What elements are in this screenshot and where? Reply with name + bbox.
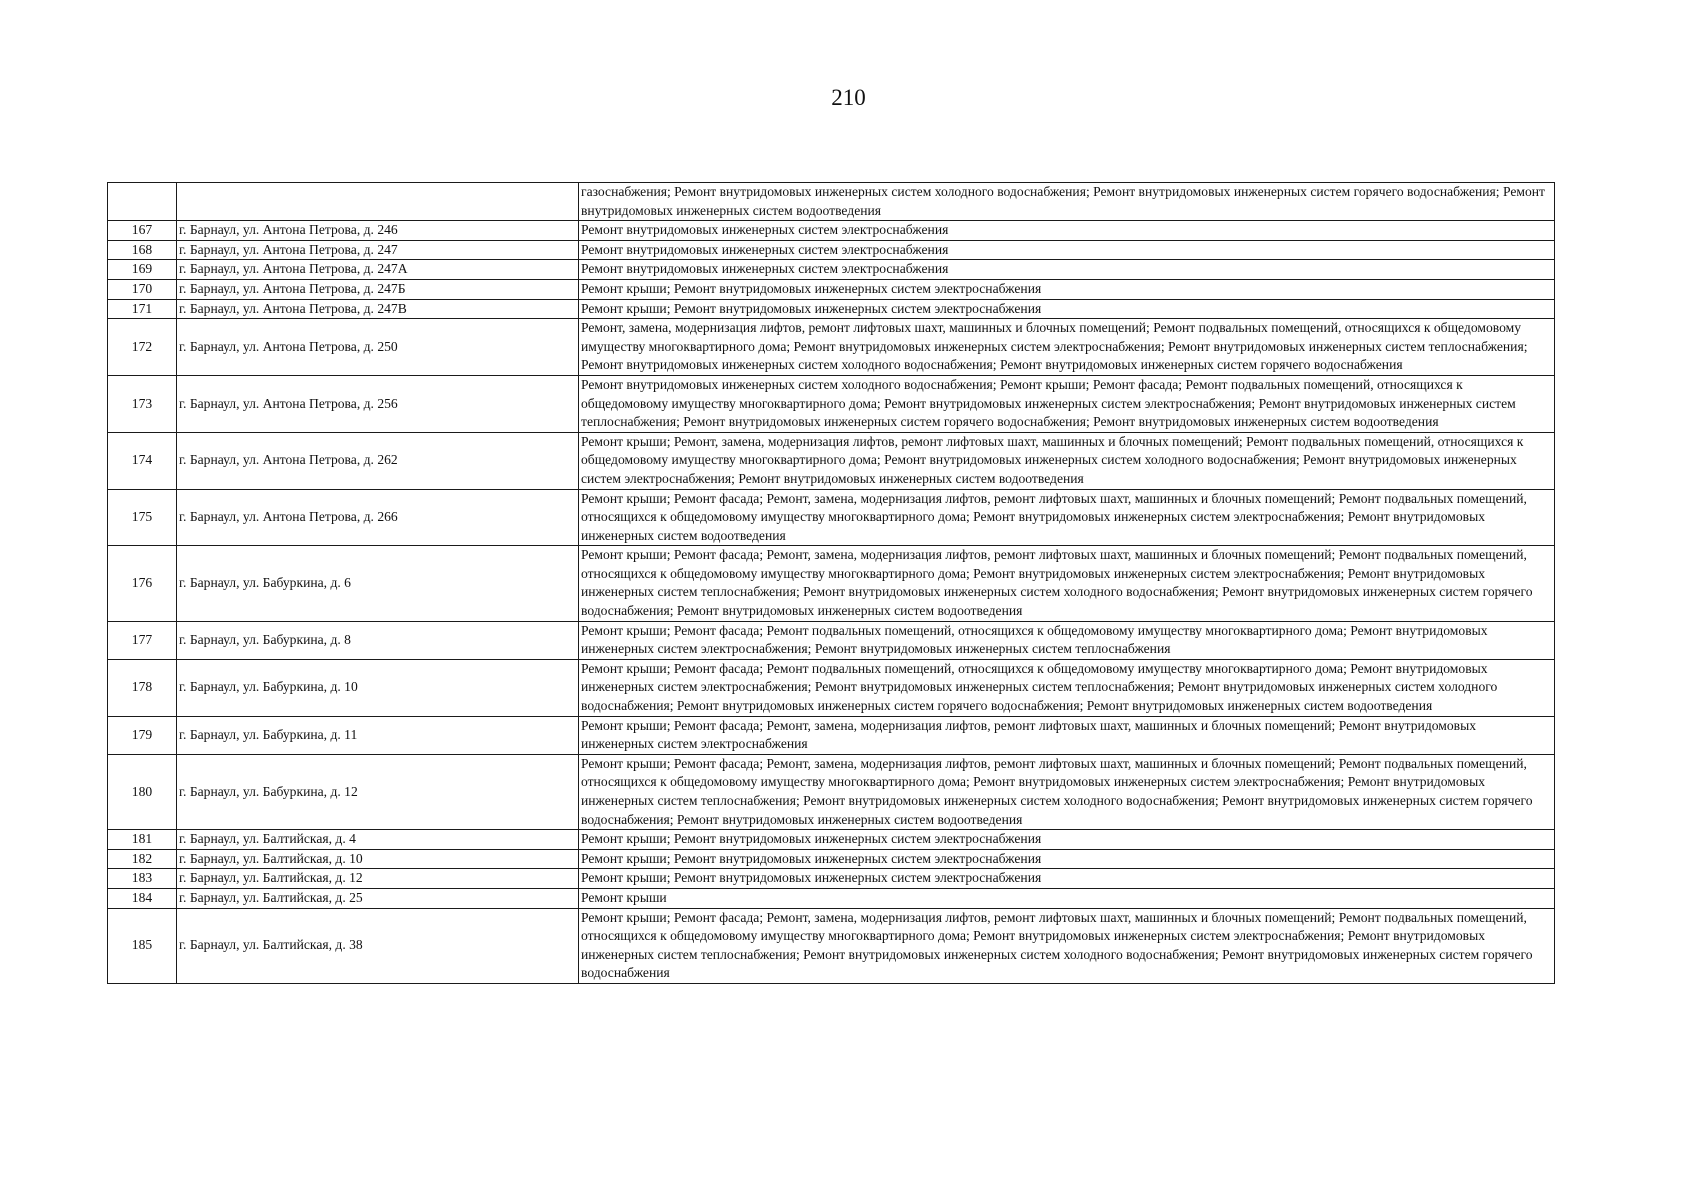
table-row — [108, 716, 1555, 754]
table-row — [108, 489, 1555, 546]
table-row — [108, 221, 1555, 241]
row-number: 169 — [108, 260, 177, 280]
row-works: Ремонт внутридомовых инженерных систем электроснабжения — [579, 221, 1555, 241]
row-number: 185 — [108, 908, 177, 983]
row-works: Ремонт крыши; Ремонт внутридомовых инженерных систем электроснабжения — [579, 299, 1555, 319]
row-works: Ремонт крыши; Ремонт внутридомовых инженерных систем электроснабжения — [579, 849, 1555, 869]
table-row — [108, 849, 1555, 869]
row-number: 180 — [108, 754, 177, 829]
row-number: 184 — [108, 888, 177, 908]
row-works: Ремонт внутридомовых инженерных систем электроснабжения — [579, 260, 1555, 280]
row-address: г. Барнаул, ул. Антона Петрова, д. 247Б — [177, 279, 579, 299]
repair-registry-table — [107, 182, 1555, 984]
row-number: 175 — [108, 489, 177, 546]
row-address: г. Барнаул, ул. Антона Петрова, д. 266 — [177, 489, 579, 546]
row-works: Ремонт, замена, модернизация лифтов, ремонт лифтовых шахт, машинных и блочных помещений; Ремонт подвальных помещений, относящихся к общедомовому имуществу многоквартирного дома; Ремонт внутридомовых инженерных систем электроснабжения; Ремонт внутридомовых инженерных систем теплоснабжения; Ремонт внутридомовых инженерных систем холодного водоснабжения; Ремонт внутридомовых инженерных систем горячего водоснабжения — [579, 319, 1555, 376]
row-number: 172 — [108, 319, 177, 376]
row-address: г. Барнаул, ул. Антона Петрова, д. 256 — [177, 375, 579, 432]
table-row — [108, 299, 1555, 319]
registry-body — [108, 183, 1555, 984]
row-number: 181 — [108, 830, 177, 850]
table-row — [108, 908, 1555, 983]
row-number: 182 — [108, 849, 177, 869]
table-row — [108, 830, 1555, 850]
row-number: 167 — [108, 221, 177, 241]
table-row — [108, 621, 1555, 659]
page-number: 210 — [831, 85, 866, 110]
row-address: г. Барнаул, ул. Бабуркина, д. 12 — [177, 754, 579, 829]
row-address: г. Барнаул, ул. Балтийская, д. 12 — [177, 869, 579, 889]
row-works: Ремонт крыши; Ремонт фасада; Ремонт, замена, модернизация лифтов, ремонт лифтовых шахт, машинных и блочных помещений; Ремонт внутридомовых инженерных систем электроснабжения — [579, 716, 1555, 754]
table-row — [108, 888, 1555, 908]
row-number: 173 — [108, 375, 177, 432]
row-address: г. Барнаул, ул. Балтийская, д. 25 — [177, 888, 579, 908]
table-row — [108, 754, 1555, 829]
row-number — [108, 183, 177, 221]
table-row — [108, 319, 1555, 376]
row-address: г. Барнаул, ул. Антона Петрова, д. 262 — [177, 432, 579, 489]
row-address: г. Барнаул, ул. Бабуркина, д. 11 — [177, 716, 579, 754]
row-number: 171 — [108, 299, 177, 319]
table-row — [108, 546, 1555, 621]
row-address: г. Барнаул, ул. Антона Петрова, д. 247В — [177, 299, 579, 319]
row-works: Ремонт внутридомовых инженерных систем холодного водоснабжения; Ремонт крыши; Ремонт фасада; Ремонт подвальных помещений, относящихся к общедомовому имуществу многоквартирного дома; Ремонт внутридомовых инженерных систем электроснабжения; Ремонт внутридомовых инженерных систем теплоснабжения; Ремонт внутридомовых инженерных систем горячего водоснабжения; Ремонт внутридомовых инженерных систем водоотведения — [579, 375, 1555, 432]
row-address: г. Барнаул, ул. Балтийская, д. 38 — [177, 908, 579, 983]
row-number: 168 — [108, 240, 177, 260]
row-works: Ремонт крыши; Ремонт внутридомовых инженерных систем электроснабжения — [579, 869, 1555, 889]
row-number: 176 — [108, 546, 177, 621]
row-works: газоснабжения; Ремонт внутридомовых инженерных систем холодного водоснабжения; Ремонт внутридомовых инженерных систем горячего водоснабжения; Ремонт внутридомовых инженерных систем водоотведения — [579, 183, 1555, 221]
row-number: 174 — [108, 432, 177, 489]
table-row — [108, 375, 1555, 432]
row-works: Ремонт крыши; Ремонт фасада; Ремонт, замена, модернизация лифтов, ремонт лифтовых шахт, машинных и блочных помещений; Ремонт подвальных помещений, относящихся к общедомовому имуществу многоквартирного дома; Ремонт внутридомовых инженерных систем электроснабжения; Ремонт внутридомовых инженерных систем теплоснабжения; Ремонт внутридомовых инженерных систем холодного водоснабжения; Ремонт внутридомовых инженерных систем горячего водоснабжения; Ремонт внутридомовых инженерных систем водоотведения — [579, 754, 1555, 829]
row-number: 177 — [108, 621, 177, 659]
row-address — [177, 183, 579, 221]
row-address: г. Барнаул, ул. Балтийская, д. 10 — [177, 849, 579, 869]
table-row — [108, 240, 1555, 260]
row-address: г. Барнаул, ул. Антона Петрова, д. 250 — [177, 319, 579, 376]
row-works: Ремонт крыши; Ремонт внутридомовых инженерных систем электроснабжения — [579, 830, 1555, 850]
row-address: г. Барнаул, ул. Бабуркина, д. 6 — [177, 546, 579, 621]
table-row — [108, 279, 1555, 299]
table-row — [108, 869, 1555, 889]
row-works: Ремонт крыши; Ремонт, замена, модернизация лифтов, ремонт лифтовых шахт, машинных и блочных помещений; Ремонт подвальных помещений, относящихся к общедомовому имуществу многоквартирного дома; Ремонт внутридомовых инженерных систем холодного водоснабжения; Ремонт внутридомовых инженерных систем электроснабжения; Ремонт внутридомовых инженерных систем водоотведения — [579, 432, 1555, 489]
row-works: Ремонт крыши; Ремонт фасада; Ремонт подвальных помещений, относящихся к общедомовому имуществу многоквартирного дома; Ремонт внутридомовых инженерных систем электроснабжения; Ремонт внутридомовых инженерных систем теплоснабжения; Ремонт внутридомовых инженерных систем холодного водоснабжения; Ремонт внутридомовых инженерных систем горячего водоснабжения; Ремонт внутридомовых инженерных систем водоотведения — [579, 659, 1555, 716]
row-works: Ремонт крыши — [579, 888, 1555, 908]
row-works: Ремонт крыши; Ремонт фасада; Ремонт, замена, модернизация лифтов, ремонт лифтовых шахт, машинных и блочных помещений; Ремонт подвальных помещений, относящихся к общедомовому имуществу многоквартирного дома; Ремонт внутридомовых инженерных систем электроснабжения; Ремонт внутридомовых инженерных систем водоотведения — [579, 489, 1555, 546]
row-address: г. Барнаул, ул. Бабуркина, д. 8 — [177, 621, 579, 659]
row-address: г. Барнаул, ул. Антона Петрова, д. 247А — [177, 260, 579, 280]
row-address: г. Барнаул, ул. Антона Петрова, д. 247 — [177, 240, 579, 260]
row-number: 183 — [108, 869, 177, 889]
row-number: 178 — [108, 659, 177, 716]
row-works: Ремонт крыши; Ремонт фасада; Ремонт, замена, модернизация лифтов, ремонт лифтовых шахт, машинных и блочных помещений; Ремонт подвальных помещений, относящихся к общедомовому имуществу многоквартирного дома; Ремонт внутридомовых инженерных систем электроснабжения; Ремонт внутридомовых инженерных систем теплоснабжения; Ремонт внутридомовых инженерных систем холодного водоснабжения; Ремонт внутридомовых инженерных систем горячего водоснабжения — [579, 908, 1555, 983]
row-works: Ремонт крыши; Ремонт внутридомовых инженерных систем электроснабжения — [579, 279, 1555, 299]
row-works: Ремонт крыши; Ремонт фасада; Ремонт подвальных помещений, относящихся к общедомовому имуществу многоквартирного дома; Ремонт внутридомовых инженерных систем электроснабжения; Ремонт внутридомовых инженерных систем теплоснабжения — [579, 621, 1555, 659]
row-number: 179 — [108, 716, 177, 754]
row-address: г. Барнаул, ул. Балтийская, д. 4 — [177, 830, 579, 850]
table-row — [108, 659, 1555, 716]
row-number: 170 — [108, 279, 177, 299]
row-address: г. Барнаул, ул. Бабуркина, д. 10 — [177, 659, 579, 716]
table-row — [108, 183, 1555, 221]
row-works: Ремонт крыши; Ремонт фасада; Ремонт, замена, модернизация лифтов, ремонт лифтовых шахт, машинных и блочных помещений; Ремонт подвальных помещений, относящихся к общедомовому имуществу многоквартирного дома; Ремонт внутридомовых инженерных систем электроснабжения; Ремонт внутридомовых инженерных систем теплоснабжения; Ремонт внутридомовых инженерных систем холодного водоснабжения; Ремонт внутридомовых инженерных систем горячего водоснабжения; Ремонт внутридомовых инженерных систем водоотведения — [579, 546, 1555, 621]
row-address: г. Барнаул, ул. Антона Петрова, д. 246 — [177, 221, 579, 241]
row-works: Ремонт внутридомовых инженерных систем электроснабжения — [579, 240, 1555, 260]
table-row — [108, 260, 1555, 280]
table-row — [108, 432, 1555, 489]
